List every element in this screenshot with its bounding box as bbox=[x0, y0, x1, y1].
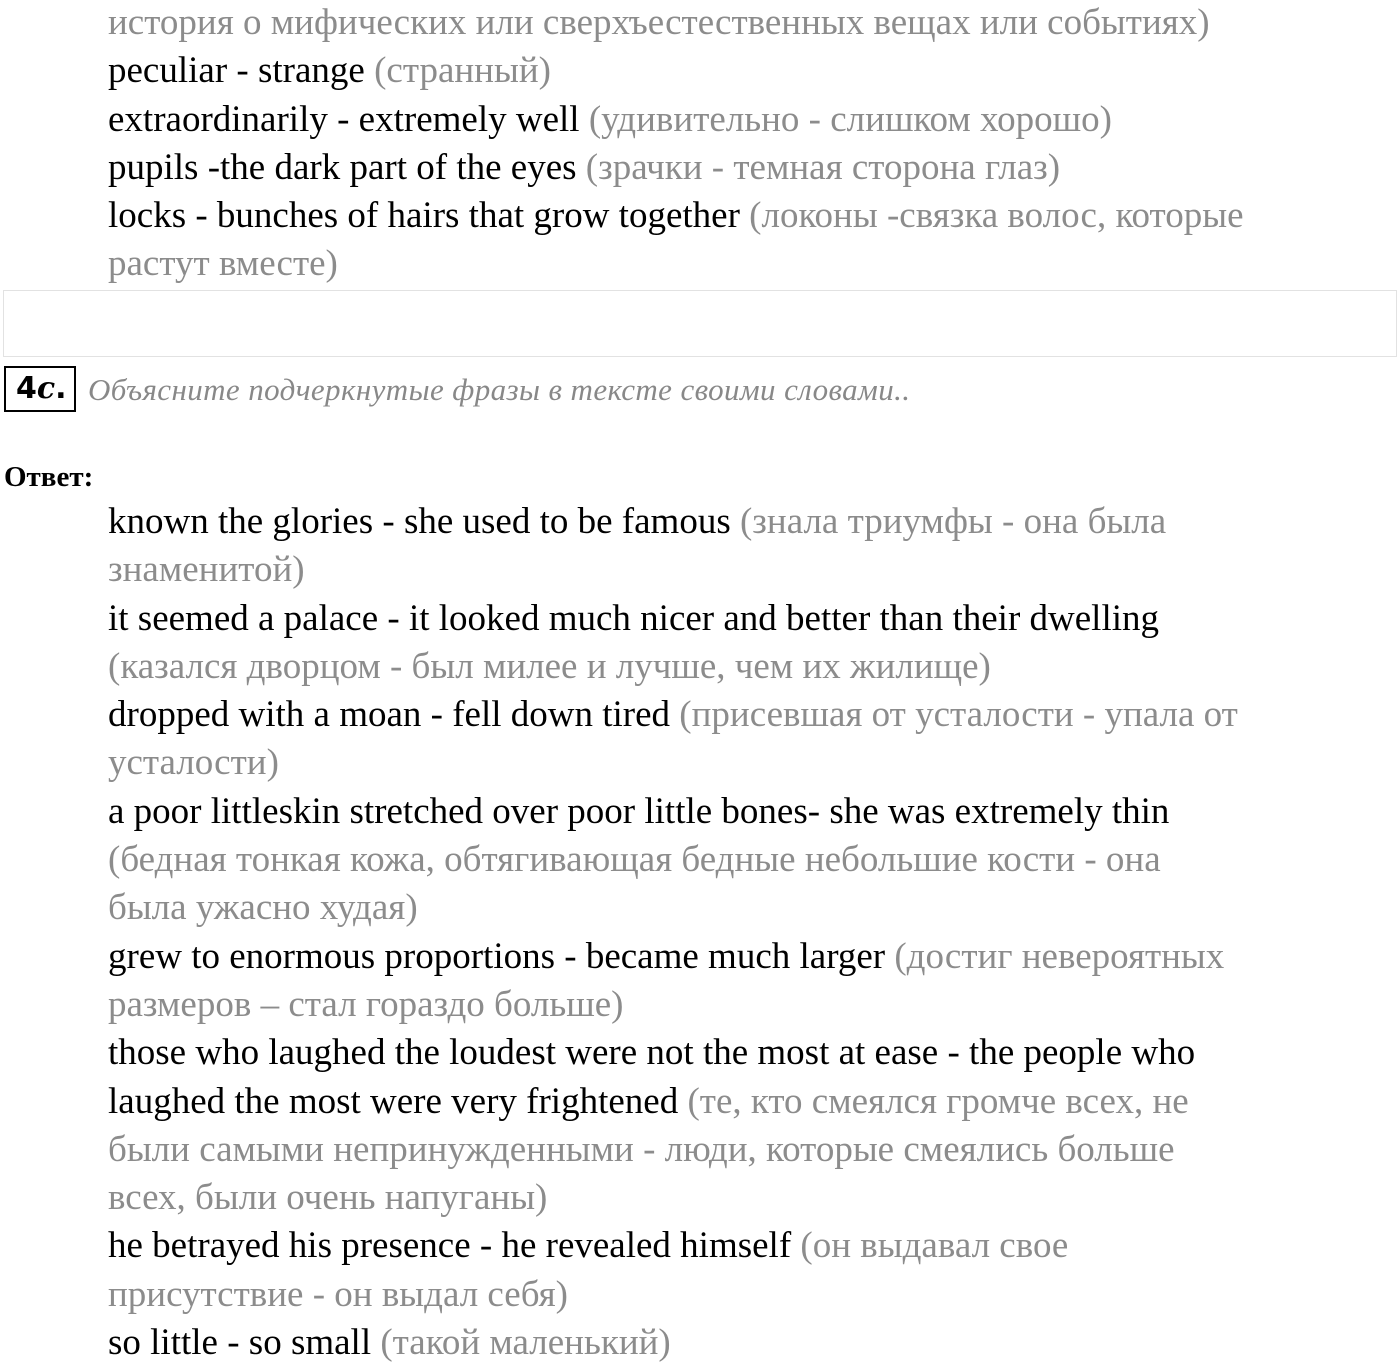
answer-line: была ужасно худая) bbox=[108, 887, 418, 929]
empty-separator-box bbox=[3, 290, 1397, 357]
task-instruction: Объясните подчеркнутые фразы в тексте своими словами.. bbox=[88, 372, 911, 407]
answer-line: a poor littleskin stretched over poor little bones- she was extremely thin bbox=[108, 790, 1170, 832]
vocab-line: extraordinarily - extremely well (удивительно - слишком хорошо) bbox=[108, 98, 1112, 140]
answer-line: были самыми непринужденными - люди, которые смеялись больше bbox=[108, 1128, 1175, 1170]
vocabulary-list bbox=[108, 0, 1400, 289]
vocab-line: locks - bunches of hairs that grow together (локоны -связка волос, которые bbox=[108, 195, 1244, 237]
answer-line: known the glories - she used to be famous (знала триумфы - она была bbox=[108, 501, 1167, 542]
answer-line: dropped with a moan - fell down tired (присевшая от усталости - упала от bbox=[108, 694, 1238, 736]
answer-line: (казался дворцом - был милее и лучше, чем их жилище) bbox=[108, 645, 991, 687]
vocab-line: peculiar - strange (странный) bbox=[108, 50, 551, 92]
answer-line: размеров – стал гораздо больше) bbox=[108, 983, 624, 1025]
answer-label: Ответ: bbox=[4, 461, 94, 493]
vocab-line: растут вместе) bbox=[108, 243, 338, 285]
answer-line: grew to enormous proportions - became much larger (достиг невероятных bbox=[108, 935, 1225, 977]
answer-line: знаменитой) bbox=[108, 549, 305, 591]
task-number-badge: 4c. bbox=[4, 366, 76, 412]
answer-line: присутствие - он выдал себя) bbox=[108, 1273, 568, 1315]
answer-list bbox=[108, 498, 1400, 1367]
answer-line: laughed the most were very frightened (те, кто смеялся громче всех, не bbox=[108, 1080, 1189, 1122]
vocab-line: pupils -the dark part of the eyes (зрачки - темная сторона глаз) bbox=[108, 146, 1061, 188]
answer-line: he betrayed his presence - he revealed himself (он выдавал свое bbox=[108, 1225, 1069, 1267]
answer-line: усталости) bbox=[108, 742, 279, 784]
vocab-line: история о мифических или сверхъестественных вещах или событиях) bbox=[108, 2, 1210, 43]
answer-line: so little - so small (такой маленький) bbox=[108, 1322, 671, 1364]
answer-line: (бедная тонкая кожа, обтягивающая бедные небольшие кости - она bbox=[108, 839, 1161, 881]
answer-line: всех, были очень напуганы) bbox=[108, 1177, 548, 1219]
answer-line: it seemed a palace - it looked much nicer and better than their dwelling bbox=[108, 597, 1160, 639]
answer-line: those who laughed the loudest were not the most at ease - the people who bbox=[108, 1032, 1196, 1074]
